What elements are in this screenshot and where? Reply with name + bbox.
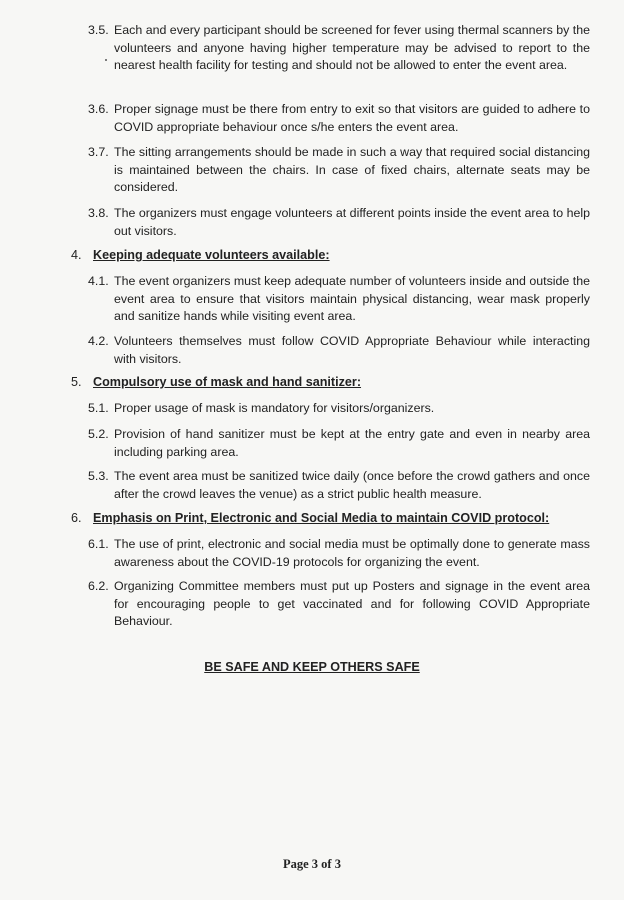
clause-number: 3.7. [88, 145, 109, 159]
clause-number: 5.3. [88, 469, 109, 483]
clause-5-3 [88, 468, 590, 503]
clause-3-6 [88, 101, 590, 136]
clause-number: 3.6. [88, 102, 109, 116]
clause-5-2 [88, 426, 590, 461]
clause-number: 3.8. [88, 206, 109, 220]
section-title: Keeping adequate volunteers available: [93, 248, 330, 262]
clause-text: Organizing Committee members must put up Posters and signage in the event area for encouraging people to get vaccinated and for following COVID Appropriate Behaviour. [114, 579, 590, 628]
section-title: Emphasis on Print, Electronic and Social Media to maintain COVID protocol: [93, 511, 550, 525]
clause-number: 6.1. [88, 537, 109, 551]
clause-3-8 [88, 205, 590, 240]
clause-4-1 [88, 273, 590, 326]
clause-6-1 [88, 536, 590, 571]
clause-text: The sitting arrangements should be made in such a way that required social distancing is maintained between the chairs. In case of fixed chairs, alternate seats may be considered. [114, 145, 590, 194]
clause-text: The organizers must engage volunteers at different points inside the event area to help out visitors. [114, 206, 590, 238]
section-4-heading [71, 247, 330, 264]
section-number: 4. [71, 248, 82, 262]
clause-number: 3.5. [88, 23, 109, 37]
clause-number: 5.2. [88, 427, 109, 441]
clause-3-5 [88, 22, 590, 75]
clause-number: 4.2. [88, 334, 109, 348]
section-6-heading [71, 510, 549, 527]
closing-tagline: BE SAFE AND KEEP OTHERS SAFE [204, 660, 420, 674]
clause-text: The event area must be sanitized twice daily (once before the crowd gathers and once after the crowd leaves the venue) as a strict public health measure. [114, 469, 590, 501]
clause-text: Proper usage of mask is mandatory for visitors/organizers. [114, 401, 435, 415]
section-title: Compulsory use of mask and hand sanitizer: [93, 375, 362, 389]
clause-3-7 [88, 144, 590, 197]
clause-text: Provision of hand sanitizer must be kept at the entry gate and even in nearby area including parking area. [114, 427, 590, 459]
clause-number: 4.1. [88, 274, 109, 288]
clause-6-2 [88, 578, 590, 631]
clause-number: 6.2. [88, 579, 109, 593]
clause-text: The event organizers must keep adequate number of volunteers inside and outside the event area to ensure that visitors maintain physical distancing, wear mask properly and sanitize hands while visiting event area. [114, 274, 590, 323]
clause-5-1 [88, 400, 590, 418]
clause-number: 5.1. [88, 401, 109, 415]
section-number: 6. [71, 511, 82, 525]
section-5-heading [71, 374, 361, 391]
clause-text: The use of print, electronic and social media must be optimally done to generate mass awareness about the COVID-19 protocols for organizing the event. [114, 537, 590, 569]
section-number: 5. [71, 375, 82, 389]
clause-text: Volunteers themselves must follow COVID Appropriate Behaviour while interacting with visitors. [114, 334, 590, 366]
page-number: Page 3 of 3 [283, 857, 341, 871]
clause-4-2 [88, 333, 590, 368]
clause-text: Proper signage must be there from entry to exit so that visitors are guided to adhere to COVID appropriate behaviour once s/he enters the event area. [114, 102, 590, 134]
clause-text: Each and every participant should be screened for fever using thermal scanners by the volunteers and anyone having higher temperature may be advised to report to the nearest health facility for testing and should not be allowed to enter the event area. [114, 23, 590, 72]
